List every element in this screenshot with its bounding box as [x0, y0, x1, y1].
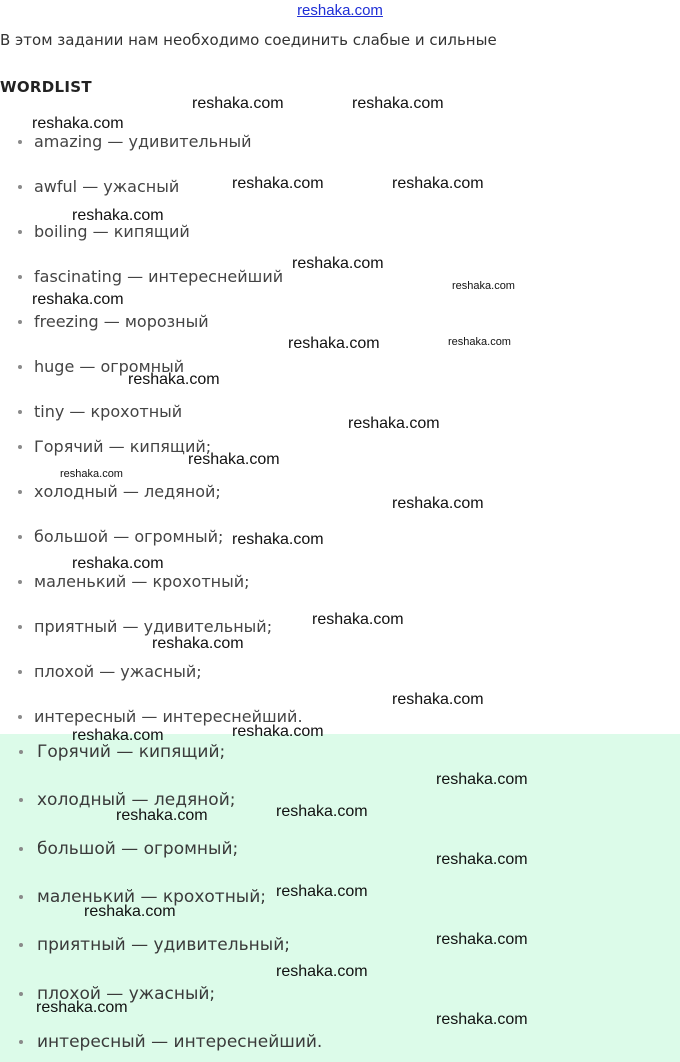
bullet-icon	[18, 185, 22, 189]
watermark-text: reshaka.com	[128, 371, 220, 388]
list-item	[0, 267, 283, 286]
watermark-text: reshaka.com	[232, 723, 324, 740]
list-item-text: маленький — крохотный;	[37, 887, 267, 907]
list-item	[0, 312, 209, 331]
watermark-text: reshaka.com	[352, 95, 444, 112]
intro-text: В этом задании нам необходимо соединить слабые и сильные	[0, 31, 497, 49]
bullet-icon	[18, 625, 22, 629]
bullet-icon	[19, 895, 23, 899]
list-item-text: huge — огромный	[34, 357, 185, 376]
bullet-icon	[18, 445, 22, 449]
bullet-icon	[19, 750, 23, 754]
watermark-text: reshaka.com	[32, 115, 124, 132]
watermark-text: reshaka.com	[72, 555, 164, 572]
bullet-icon	[18, 490, 22, 494]
list-item	[0, 132, 252, 151]
list-item-text: большой — огромный;	[37, 839, 239, 859]
wordlist-heading: WORDLIST	[0, 78, 92, 96]
list-item-text: плохой — ужасный;	[37, 984, 216, 1004]
bullet-icon	[19, 992, 23, 996]
watermark-text: reshaka.com	[232, 175, 324, 192]
watermark-text: reshaka.com	[436, 1011, 528, 1028]
list-item-text: boiling — кипящий	[34, 222, 190, 241]
list-item	[0, 572, 250, 591]
list-item-text: холодный — ледяной;	[37, 790, 236, 810]
list-item	[0, 1032, 322, 1052]
watermark-text: reshaka.com	[448, 336, 511, 348]
list-item	[0, 617, 272, 636]
list-item-text: fascinating — интереснейший	[34, 267, 284, 286]
list-item-text: awful — ужасный	[34, 177, 180, 196]
list-item	[0, 839, 238, 859]
bullet-icon	[19, 943, 23, 947]
list-item	[0, 742, 225, 762]
watermark-text: reshaka.com	[436, 931, 528, 948]
watermark-text: reshaka.com	[188, 451, 280, 468]
watermark-text: reshaka.com	[32, 291, 124, 308]
watermark-text: reshaka.com	[84, 903, 176, 920]
watermark-text: reshaka.com	[392, 495, 484, 512]
bullet-icon	[18, 230, 22, 234]
list-item-text: amazing — удивительный	[34, 132, 252, 151]
list-item-text: интересный — интереснейший.	[34, 707, 303, 726]
watermark-text: reshaka.com	[276, 803, 368, 820]
bullet-icon	[18, 670, 22, 674]
watermark-text: reshaka.com	[436, 771, 528, 788]
bullet-icon	[18, 275, 22, 279]
list-item	[0, 402, 182, 421]
list-item-text: tiny — крохотный	[34, 402, 183, 421]
bullet-icon	[18, 320, 22, 324]
watermark-text: reshaka.com	[392, 175, 484, 192]
watermark-text: reshaka.com	[288, 335, 380, 352]
watermark-text: reshaka.com	[348, 415, 440, 432]
list-item	[0, 935, 290, 955]
bullet-icon	[18, 535, 22, 539]
list-item-text: Горячий — кипящий;	[34, 437, 212, 456]
watermark-text: reshaka.com	[276, 963, 368, 980]
list-item	[0, 662, 202, 681]
list-item-text: интересный — интереснейший.	[37, 1032, 323, 1052]
site-header-link[interactable]: reshaka.com	[297, 2, 383, 19]
bullet-icon	[19, 847, 23, 851]
list-item-text: Горячий — кипящий;	[37, 742, 226, 762]
list-item-text: холодный — ледяной;	[34, 482, 221, 501]
watermark-text: reshaka.com	[116, 807, 208, 824]
watermark-text: reshaka.com	[192, 95, 284, 112]
watermark-text: reshaka.com	[152, 635, 244, 652]
watermark-text: reshaka.com	[60, 468, 123, 480]
bullet-icon	[18, 715, 22, 719]
list-item-text: приятный — удивительный;	[34, 617, 273, 636]
bullet-icon	[18, 580, 22, 584]
list-item-text: маленький — крохотный;	[34, 572, 250, 591]
list-item-text: плохой — ужасный;	[34, 662, 202, 681]
watermark-text: reshaka.com	[276, 883, 368, 900]
watermark-text: reshaka.com	[72, 207, 164, 224]
list-item	[0, 527, 223, 546]
bullet-icon	[19, 798, 23, 802]
watermark-text: reshaka.com	[232, 531, 324, 548]
list-item	[0, 177, 179, 196]
watermark-text: reshaka.com	[452, 280, 515, 292]
bullet-icon	[19, 1040, 23, 1044]
list-item	[0, 482, 221, 501]
bullet-icon	[18, 410, 22, 414]
bullet-icon	[18, 365, 22, 369]
bullet-icon	[18, 140, 22, 144]
list-item-text: freezing — морозный	[34, 312, 209, 331]
watermark-text: reshaka.com	[292, 255, 384, 272]
watermark-text: reshaka.com	[36, 999, 128, 1016]
list-item-text: приятный — удивительный;	[37, 935, 290, 955]
list-item	[0, 437, 211, 456]
list-item-text: большой — огромный;	[34, 527, 224, 546]
watermark-text: reshaka.com	[312, 611, 404, 628]
watermark-text: reshaka.com	[72, 727, 164, 744]
watermark-text: reshaka.com	[392, 691, 484, 708]
watermark-text: reshaka.com	[436, 851, 528, 868]
